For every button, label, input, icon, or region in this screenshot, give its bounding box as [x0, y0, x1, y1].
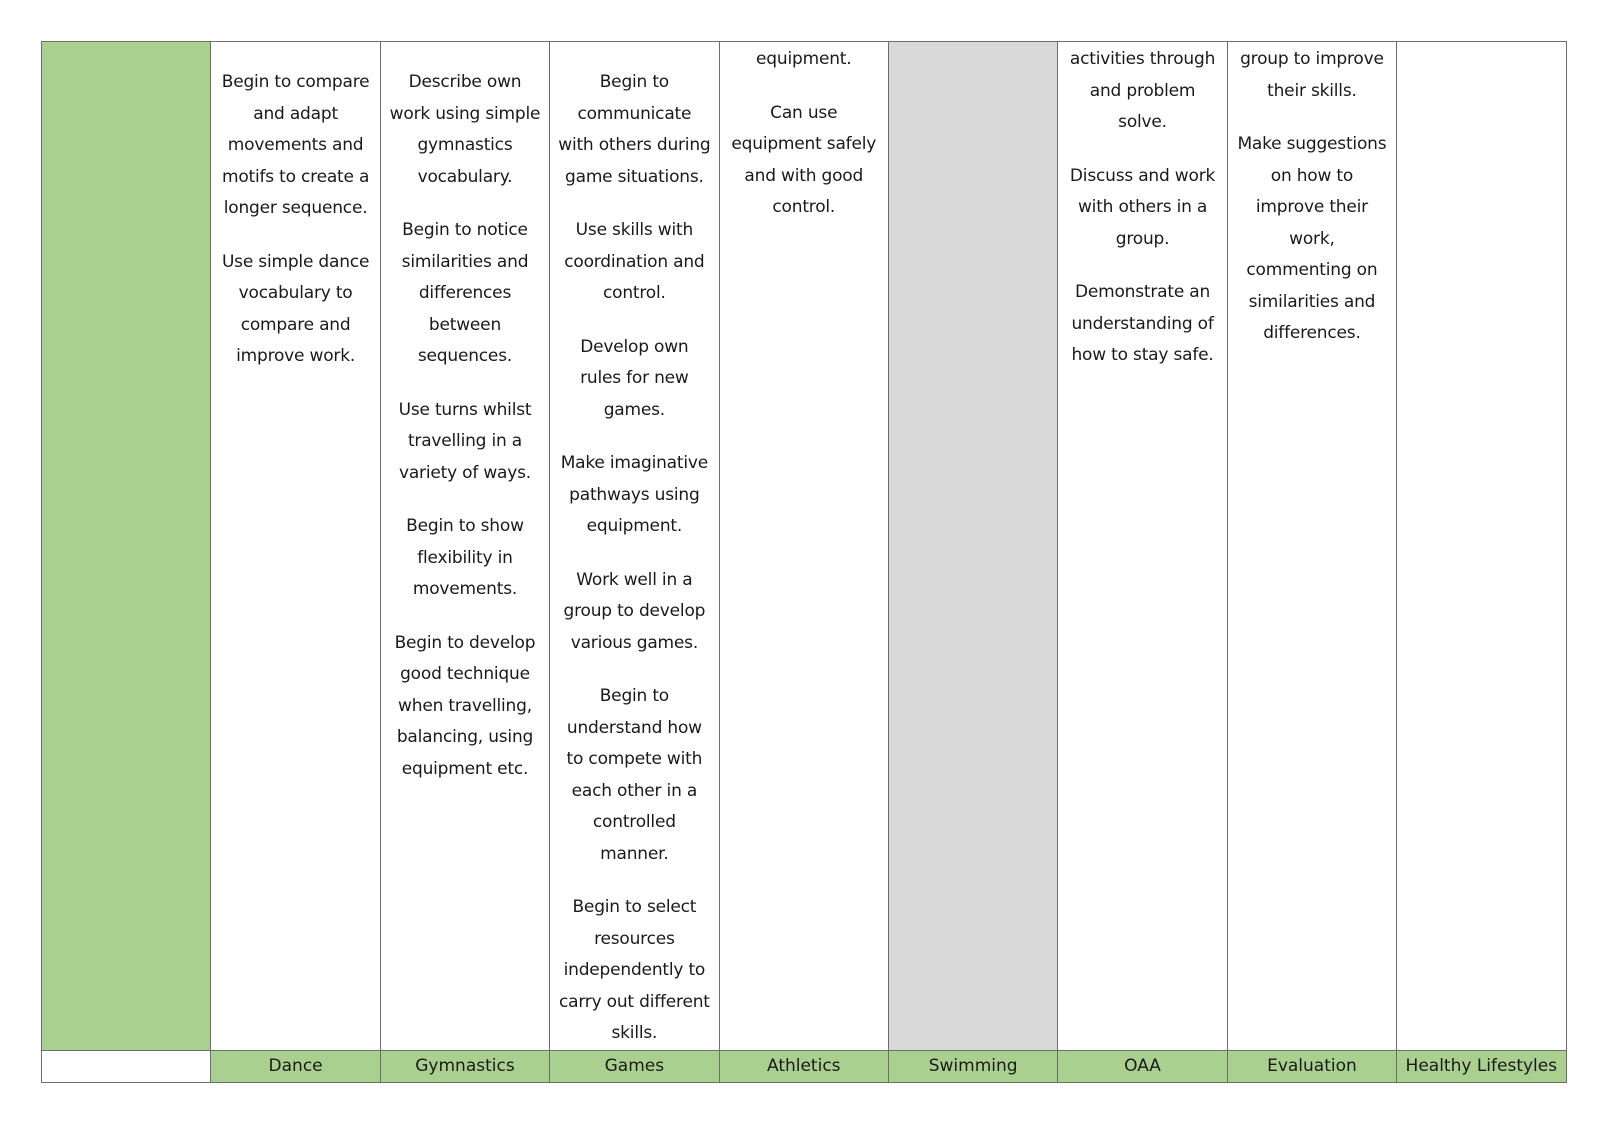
content-row: [42, 42, 1567, 1051]
games-cell: [550, 42, 719, 1051]
objective-text: Begin to develop good technique when travelling, balancing, using equipment etc.: [394, 632, 536, 779]
games-objectives: [550, 42, 718, 1050]
objective-text: Begin to communicate with others during game situations.: [558, 72, 711, 187]
objective-text: Discuss and work with others in a group.: [1069, 165, 1216, 249]
swimming-cell: [888, 42, 1057, 1051]
objective-text: Begin to show flexibility in movements.: [406, 516, 524, 599]
curriculum-table: [41, 41, 1567, 1083]
gymnastics-objectives: [381, 42, 549, 785]
objective-text: Begin to select resources independently to carry out different skills.: [558, 897, 710, 1043]
dance-cell: [211, 42, 380, 1051]
objective-text: activities through and problem solve.: [1069, 49, 1216, 132]
oaa-cell: [1058, 42, 1227, 1051]
objective-text: Demonstrate an understanding of how to stay safe.: [1071, 282, 1214, 365]
empty-label-cell: [42, 1050, 211, 1082]
objective-text: Can use equipment safely and with good control.: [731, 102, 877, 217]
objective-text: group to improve their skills.: [1240, 49, 1384, 101]
objective-text: Use turns whilst travelling in a variety of ways.: [398, 399, 532, 483]
label-games: Games: [550, 1050, 719, 1082]
evaluation-cell: [1227, 42, 1396, 1051]
label-dance: Dance: [211, 1050, 380, 1082]
objective-text: Make suggestions on how to improve their work, commenting on similarities and differences.: [1237, 134, 1387, 343]
label-evaluation: Evaluation: [1227, 1050, 1396, 1082]
objective-text: Begin to notice similarities and differences between sequences.: [401, 220, 529, 366]
objective-text: Begin to understand how to compete with each other in a controlled manner.: [566, 686, 703, 864]
subject-label-row: [42, 1050, 1567, 1082]
healthy-lifestyles-cell: [1397, 42, 1566, 1051]
objective-text: Make imaginative pathways using equipment.: [560, 453, 709, 536]
objective-text: Use skills with coordination and control.: [564, 220, 705, 303]
objective-text: equipment.: [756, 49, 852, 69]
year-group-side-cell: [42, 42, 211, 1051]
objective-text: Use simple dance vocabulary to compare and improve work.: [221, 251, 370, 366]
label-athletics: Athletics: [719, 1050, 888, 1082]
objective-text: Describe own work using simple gymnastics vocabulary.: [389, 72, 541, 187]
label-healthy-lifestyles: Healthy Lifestyles: [1397, 1050, 1566, 1082]
gymnastics-cell: [380, 42, 549, 1051]
athletics-objectives: [720, 42, 888, 224]
objective-text: Work well in a group to develop various games.: [563, 569, 706, 653]
label-oaa: OAA: [1058, 1050, 1227, 1082]
dance-objectives: [211, 42, 379, 373]
objective-text: Develop own rules for new games.: [580, 336, 689, 420]
oaa-objectives: [1058, 42, 1226, 372]
label-gymnastics: Gymnastics: [380, 1050, 549, 1082]
label-swimming: Swimming: [888, 1050, 1057, 1082]
evaluation-objectives: [1228, 42, 1396, 350]
athletics-cell: [719, 42, 888, 1051]
objective-text: Begin to compare and adapt movements and motifs to create a longer sequence.: [221, 72, 370, 218]
